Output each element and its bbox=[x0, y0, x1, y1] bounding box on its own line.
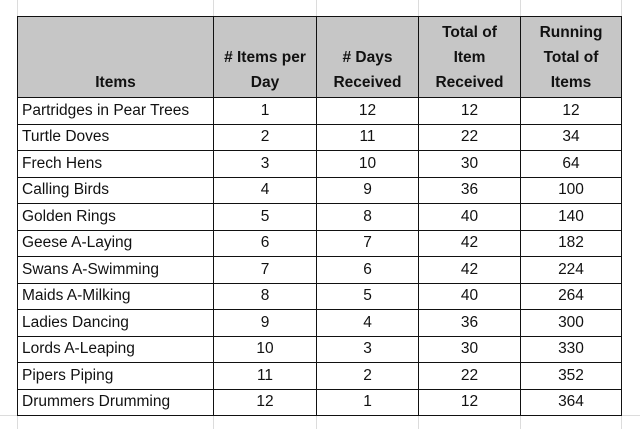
cell-days-received[interactable]: 10 bbox=[317, 151, 419, 178]
cell-items-per-day[interactable]: 9 bbox=[214, 310, 317, 337]
cell-item-name[interactable]: Maids A-Milking bbox=[18, 283, 214, 310]
cell-total-received[interactable]: 30 bbox=[419, 336, 521, 363]
table-row bbox=[18, 389, 622, 416]
cell-items-per-day[interactable]: 3 bbox=[214, 151, 317, 178]
cell-running-total[interactable]: 352 bbox=[521, 363, 622, 390]
cell-running-total[interactable]: 264 bbox=[521, 283, 622, 310]
cell-days-received[interactable]: 1 bbox=[317, 389, 419, 416]
cell-days-received[interactable]: 6 bbox=[317, 257, 419, 284]
cell-days-received[interactable]: 12 bbox=[317, 98, 419, 125]
cell-days-received[interactable]: 7 bbox=[317, 230, 419, 257]
cell-total-received[interactable]: 22 bbox=[419, 363, 521, 390]
cell-total-received[interactable]: 12 bbox=[419, 389, 521, 416]
table-row bbox=[18, 230, 622, 257]
cell-running-total[interactable]: 364 bbox=[521, 389, 622, 416]
header-days-received[interactable]: # Days Received bbox=[317, 17, 419, 98]
table-row bbox=[18, 257, 622, 284]
table-row bbox=[18, 177, 622, 204]
cell-running-total[interactable]: 330 bbox=[521, 336, 622, 363]
cell-days-received[interactable]: 9 bbox=[317, 177, 419, 204]
table-row bbox=[18, 98, 622, 125]
cell-running-total[interactable]: 140 bbox=[521, 204, 622, 231]
cell-items-per-day[interactable]: 12 bbox=[214, 389, 317, 416]
cell-item-name[interactable]: Golden Rings bbox=[18, 204, 214, 231]
cell-item-name[interactable]: Frech Hens bbox=[18, 151, 214, 178]
cell-running-total[interactable]: 224 bbox=[521, 257, 622, 284]
cell-running-total[interactable]: 100 bbox=[521, 177, 622, 204]
cell-item-name[interactable]: Swans A-Swimming bbox=[18, 257, 214, 284]
cell-item-name[interactable]: Turtle Doves bbox=[18, 124, 214, 151]
cell-total-received[interactable]: 30 bbox=[419, 151, 521, 178]
cell-item-name[interactable]: Ladies Dancing bbox=[18, 310, 214, 337]
cell-item-name[interactable]: Drummers Drumming bbox=[18, 389, 214, 416]
cell-items-per-day[interactable]: 1 bbox=[214, 98, 317, 125]
cell-total-received[interactable]: 42 bbox=[419, 257, 521, 284]
cell-total-received[interactable]: 12 bbox=[419, 98, 521, 125]
cell-total-received[interactable]: 36 bbox=[419, 177, 521, 204]
header-items[interactable]: Items bbox=[18, 17, 214, 98]
cell-days-received[interactable]: 11 bbox=[317, 124, 419, 151]
cell-items-per-day[interactable]: 8 bbox=[214, 283, 317, 310]
cell-item-name[interactable]: Calling Birds bbox=[18, 177, 214, 204]
cell-total-received[interactable]: 42 bbox=[419, 230, 521, 257]
table-row bbox=[18, 151, 622, 178]
header-running-total[interactable]: Running Total of Items bbox=[521, 17, 622, 98]
cell-days-received[interactable]: 3 bbox=[317, 336, 419, 363]
cell-running-total[interactable]: 64 bbox=[521, 151, 622, 178]
cell-item-name[interactable]: Geese A-Laying bbox=[18, 230, 214, 257]
header-total-received[interactable]: Total of Item Received bbox=[419, 17, 521, 98]
cell-item-name[interactable]: Pipers Piping bbox=[18, 363, 214, 390]
cell-running-total[interactable]: 300 bbox=[521, 310, 622, 337]
header-row bbox=[18, 17, 622, 98]
cell-total-received[interactable]: 40 bbox=[419, 204, 521, 231]
table-row bbox=[18, 204, 622, 231]
cell-days-received[interactable]: 2 bbox=[317, 363, 419, 390]
cell-running-total[interactable]: 34 bbox=[521, 124, 622, 151]
cell-items-per-day[interactable]: 7 bbox=[214, 257, 317, 284]
cell-running-total[interactable]: 12 bbox=[521, 98, 622, 125]
table-row bbox=[18, 283, 622, 310]
cell-days-received[interactable]: 8 bbox=[317, 204, 419, 231]
cell-items-per-day[interactable]: 5 bbox=[214, 204, 317, 231]
cell-item-name[interactable]: Lords A-Leaping bbox=[18, 336, 214, 363]
cell-items-per-day[interactable]: 10 bbox=[214, 336, 317, 363]
cell-total-received[interactable]: 22 bbox=[419, 124, 521, 151]
cell-items-per-day[interactable]: 6 bbox=[214, 230, 317, 257]
cell-items-per-day[interactable]: 11 bbox=[214, 363, 317, 390]
cell-days-received[interactable]: 4 bbox=[317, 310, 419, 337]
header-items-per-day[interactable]: # Items per Day bbox=[214, 17, 317, 98]
cell-total-received[interactable]: 40 bbox=[419, 283, 521, 310]
cell-item-name[interactable]: Partridges in Pear Trees bbox=[18, 98, 214, 125]
table-row bbox=[18, 363, 622, 390]
cell-items-per-day[interactable]: 2 bbox=[214, 124, 317, 151]
christmas-items-table bbox=[17, 16, 622, 416]
table-body bbox=[18, 98, 622, 416]
table-row bbox=[18, 336, 622, 363]
table-row bbox=[18, 124, 622, 151]
cell-total-received[interactable]: 36 bbox=[419, 310, 521, 337]
cell-days-received[interactable]: 5 bbox=[317, 283, 419, 310]
cell-items-per-day[interactable]: 4 bbox=[214, 177, 317, 204]
cell-running-total[interactable]: 182 bbox=[521, 230, 622, 257]
table-row bbox=[18, 310, 622, 337]
